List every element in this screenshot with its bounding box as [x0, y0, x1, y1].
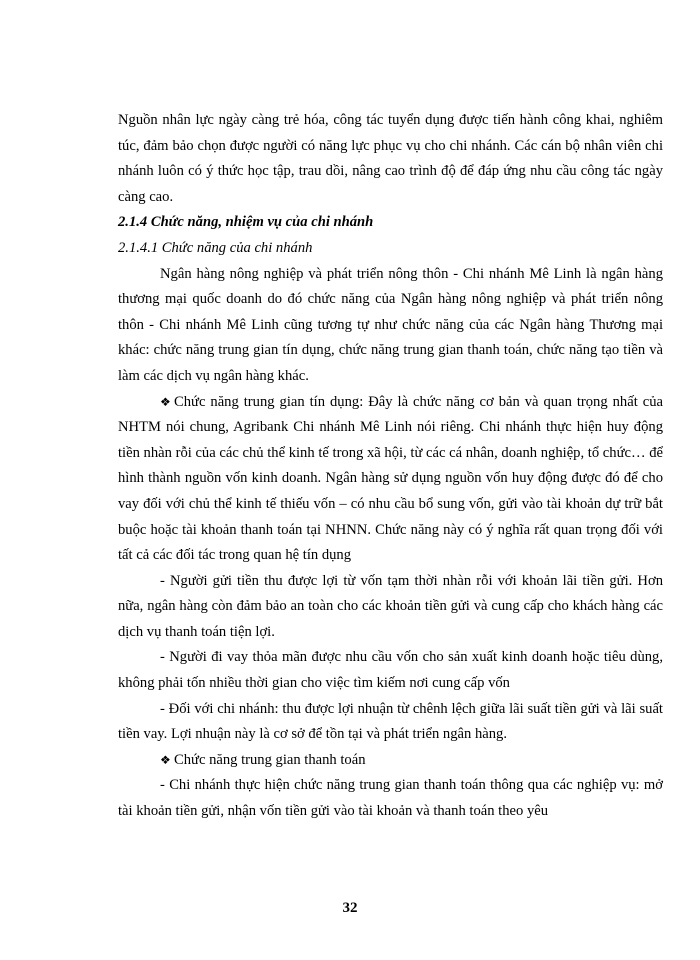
- paragraph-borrowers: - Người đi vay thỏa mãn được nhu cầu vốn cho sản xuất kinh doanh hoặc tiêu dùng, không phải tốn nhiều thời gian cho việc tìm kiếm nơi cung cấp vốn: [118, 649, 663, 692]
- credit-intermediary-text: Chức năng trung gian tín dụng: Đây là chức năng cơ bản và quan trọng nhất của NHTM nói chung, Agribank Chi nhánh Mê Linh nói riêng. Chi nhánh thực hiện huy động tiền nhàn rỗi của các chủ thể kinh tế trong xã hội, từ các cá nhân, doanh nghiệp, tổ chức… để hình thành nguồn vốn kinh doanh. Ngân hàng sử dụng nguồn vốn huy động được đó để cho vay đối với chủ thể kinh tế thiếu vốn – có nhu cầu bổ sung vốn, gửi vào tài khoản dự trữ bắt buộc hoặc tài khoản thanh toán tại NHNN. Chức năng này có ý nghĩa rất quan trọng đối với tất cả các đối tác trong quan hệ tín dụng: [118, 393, 663, 564]
- diamond-bullet-icon: ❖: [160, 752, 171, 767]
- section-heading-2-1-4: 2.1.4 Chức năng, nhiệm vụ của chi nhánh: [118, 214, 374, 231]
- diamond-bullet-icon: ❖: [160, 394, 171, 409]
- paragraph-intro: Nguồn nhân lực ngày càng trẻ hóa, công tác tuyển dụng được tiến hành công khai, nghiêm túc, đảm bảo chọn được người có năng lực phục vụ cho chi nhánh. Các cán bộ nhân viên chi nhánh luôn có ý thức học tập, trau dồi, nâng cao trình độ để đáp ứng nhu cầu công tác ngày càng cao.: [118, 112, 663, 205]
- page-number: 32: [342, 900, 358, 916]
- paragraph-credit-intermediary: [118, 390, 663, 569]
- paragraph-payment-services: - Chi nhánh thực hiện chức năng trung gian thanh toán thông qua các nghiệp vụ: mở tài khoản tiền gửi, nhận vốn tiền gửi vào tài khoản và thanh toán theo yêu: [118, 777, 663, 820]
- paragraph-payment-heading: [118, 748, 663, 774]
- subsection-heading-2-1-4-1: 2.1.4.1 Chức năng của chi nhánh: [118, 239, 313, 256]
- paragraph-functions: Ngân hàng nông nghiệp và phát triển nông thôn - Chi nhánh Mê Linh là ngân hàng thương mại quốc doanh do đó chức năng của Ngân hàng nông nghiệp và phát triển nông thôn - Chi nhánh Mê Linh cũng tương tự như chức năng của các Ngân hàng Thương mại khác: chức năng trung gian tín dụng, chức năng trung gian thanh toán, chức năng tạo tiền và làm các dịch vụ ngân hàng khác.: [118, 265, 663, 384]
- paragraph-depositors: - Người gửi tiền thu được lợi từ vốn tạm thời nhàn rỗi với khoản lãi tiền gửi. Hơn nữa, ngân hàng còn đảm bảo an toàn cho các khoản tiền gửi và cung cấp cho khách hàng các dịch vụ thanh toán tiện lợi.: [118, 572, 663, 640]
- paragraph-branch-profit: - Đối với chi nhánh: thu được lợi nhuận từ chênh lệch giữa lãi suất tiền gửi và lãi suất tiền vay. Lợi nhuận này là cơ sở để tồn tại và phát triển ngân hàng.: [118, 700, 663, 743]
- document-body: [118, 108, 663, 825]
- payment-heading-text: Chức năng trung gian thanh toán: [174, 751, 366, 768]
